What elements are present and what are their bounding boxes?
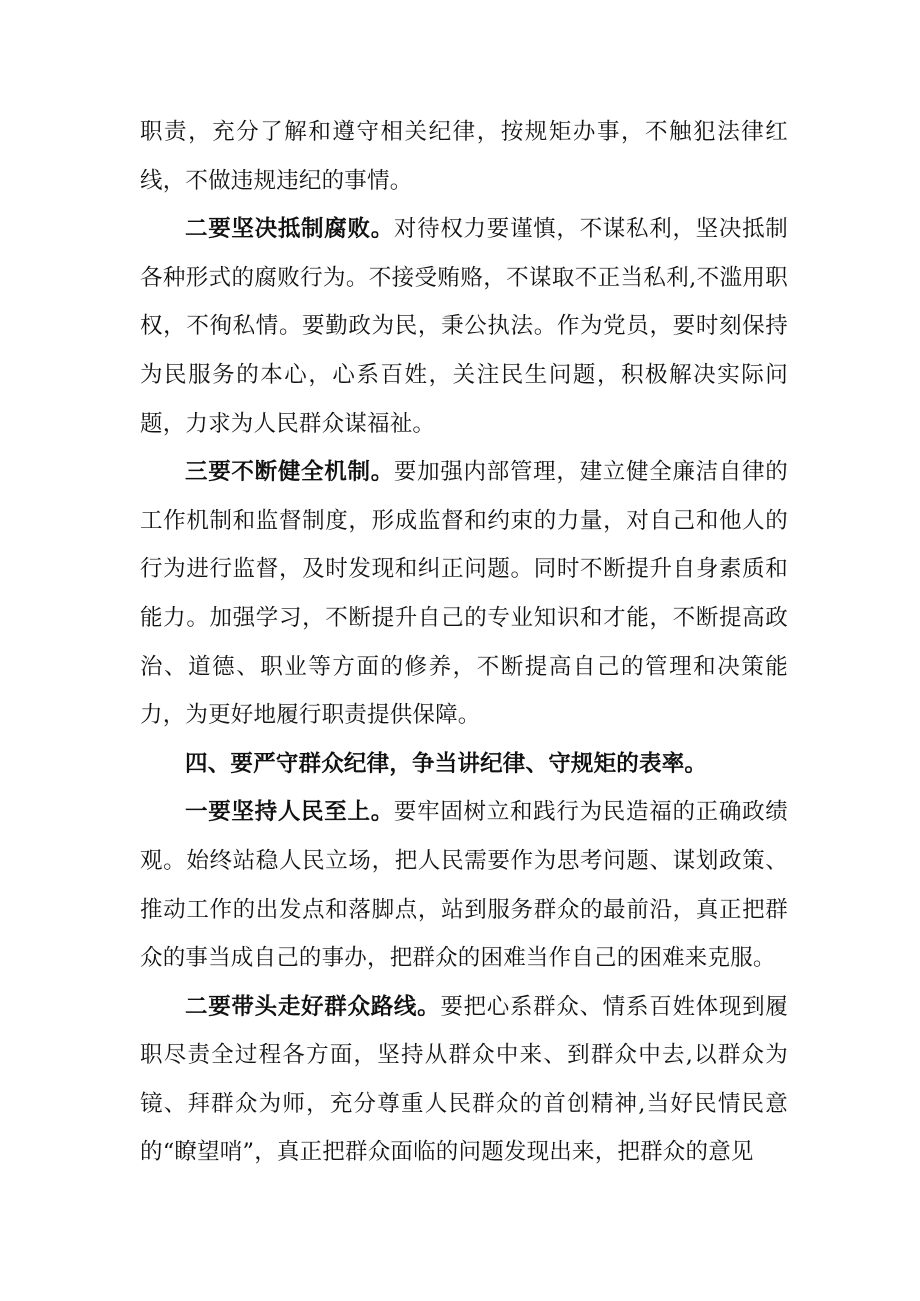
paragraph-lead: 二要带头走好群众路线。 xyxy=(185,993,441,1020)
paragraph-text: 对待权力要谨慎，不谋私利，坚决抵制各种形式的腐败行为。不接受贿赂，不谋取不正当私利,不滥用职权，不徇私情。要勤政为民，秉公执法。作为党员，要时刻保持为民服务的本心，心系百姓，关注民生问题，积极解决实际问题，力求为人民群众谋福祉。 xyxy=(140,216,788,437)
paragraph-lead: 三要不断健全机制。 xyxy=(185,459,394,486)
paragraph-text: 要牢固树立和践行为民造福的正确政绩观。始终站稳人民立场，把人民需要作为思考问题、谋划政策、推动工作的出发点和落脚点，站到服务群众的最前沿，真正把群众的事当成自己的事办，把群众的困难当作自己的困难来克服。 xyxy=(140,799,788,972)
paragraph-lead: 一要坚持人民至上。 xyxy=(185,799,394,826)
paragraph-resist-corruption xyxy=(140,205,788,448)
paragraph-text: 要加强内部管理，建立健全廉洁自律的工作机制和监督制度，形成监督和约束的力量，对自己和他人的行为进行监督，及时发现和纠正问题。同时不断提升自身素质和能力。加强学习，不断提升自己的专业知识和才能，不断提高政治、道德、职业等方面的修养，不断提高自己的管理和决策能力，为更好地履行职责提供保障。 xyxy=(140,459,788,729)
paragraph-text: 要把心系群众、情系百姓体现到履职尽责全过程各方面，坚持从群众中来、到群众中去,以群众为镜、拜群众为师，充分尊重人民群众的首创精神,当好民情民意的“瞭望哨”，真正把群众面临的问题发现出来，把群众的意见 xyxy=(140,993,788,1166)
paragraph-people-first xyxy=(140,788,788,982)
paragraph-text: 职责，充分了解和遵守相关纪律，按规矩办事，不触犯法律红线，不做违规违纪的事情。 xyxy=(140,119,788,194)
paragraph-lead: 二要坚决抵制腐败。 xyxy=(185,216,394,243)
paragraph-mass-line xyxy=(140,983,788,1177)
paragraph-improve-mechanism xyxy=(140,448,788,740)
document-body xyxy=(140,108,788,1177)
section-heading: 四、要严守群众纪律，争当讲纪律、守规矩的表率。 xyxy=(185,750,708,777)
paragraph-continued xyxy=(140,108,788,205)
